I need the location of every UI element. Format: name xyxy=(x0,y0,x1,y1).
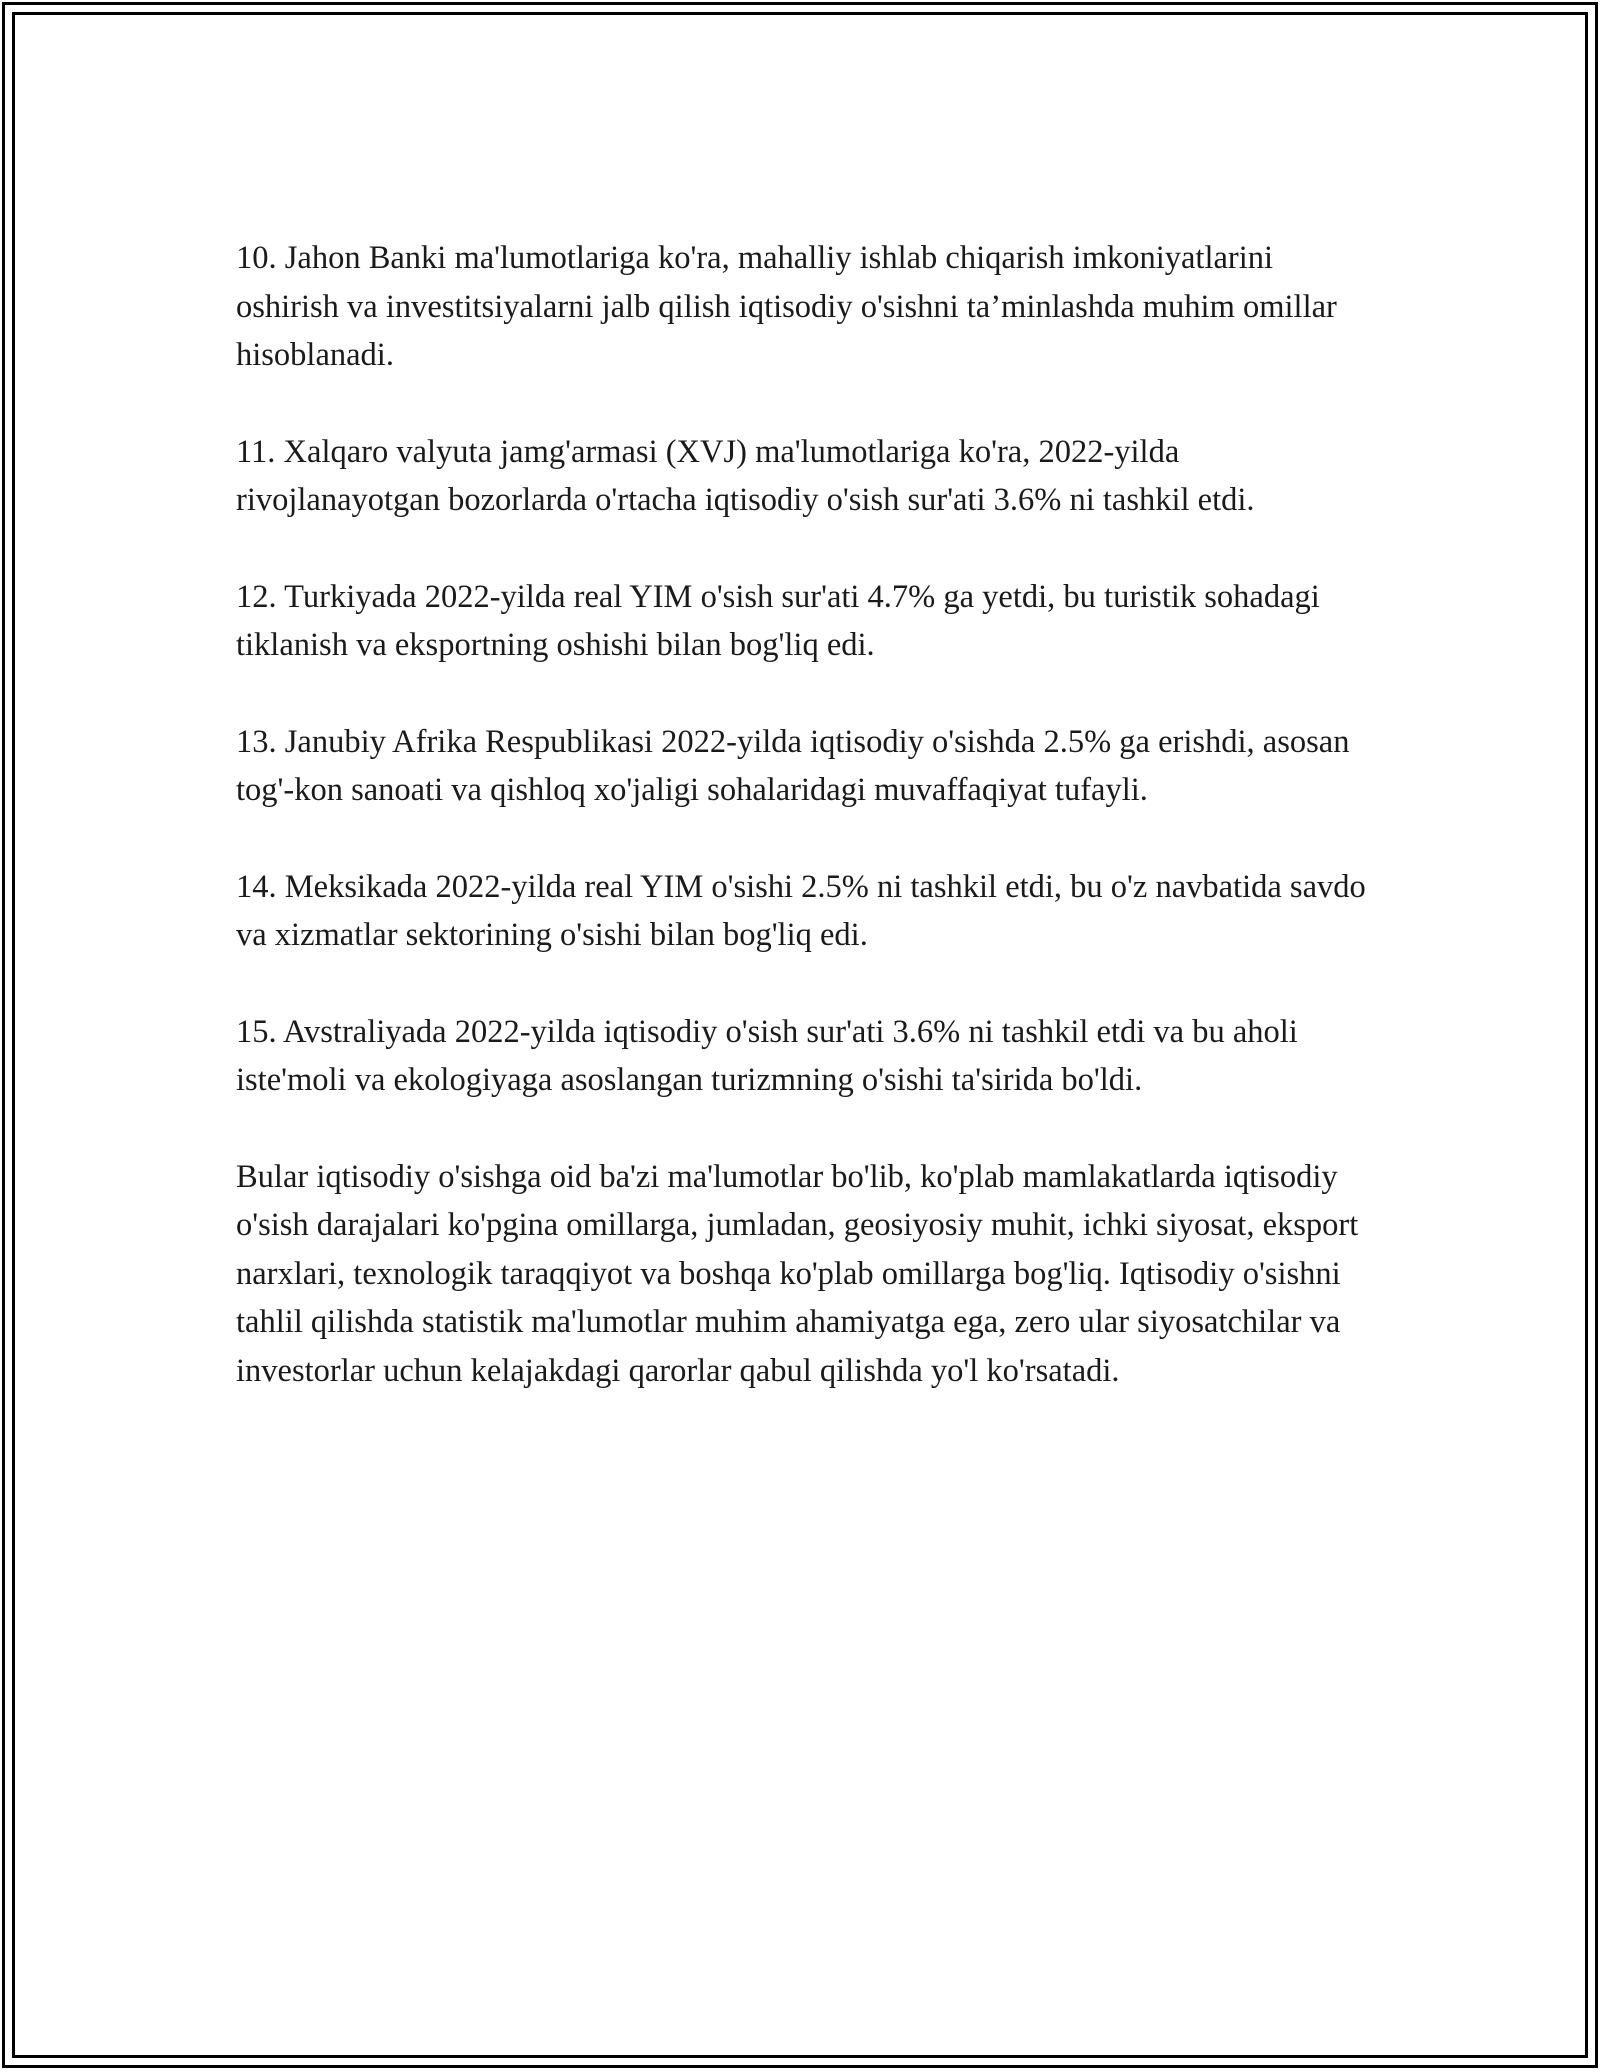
paragraph-item-10: 10. Jahon Banki ma'lumotlariga ko'ra, mahalliy ishlab chiqarish imkoniyatlarini oshirish va investitsiyalarni jalb qilish iqtisodiy o'sishni ta’minlashda muhim omillar hisoblanadi. xyxy=(236,240,1337,373)
paragraph-item-13: 13. Janubiy Afrika Respublikasi 2022-yilda iqtisodiy o'sishda 2.5% ga erishdi, asosan tog'-kon sanoati va qishloq xo'jaligi sohalaridagi muvaffaqiyat tufayli. xyxy=(236,723,1350,808)
paragraph-item-14: 14. Meksikada 2022-yilda real YIM o'sishi 2.5% ni tashkil etdi, bu o'z navbatida savdo va xizmatlar sektorining o'sishi bilan bog'liq edi. xyxy=(236,868,1366,953)
document-body xyxy=(236,234,1366,1443)
conclusion-paragraph: Bular iqtisodiy o'sishga oid ba'zi ma'lumotlar bo'lib, ko'plab mamlakatlarda iqtisodiy o'sish darajalari ko'pgina omillarga, jumladan, geosiyosiy muhit, ichki siyosat, eksport narxlari, texnologik taraqqiyot va boshqa ko'plab omillarga bog'liq. Iqtisodiy o'sishni tahlil qilishda statistik ma'lumotlar muhim ahamiyatga ega, zero ular siyosatchilar va investorlar uchun kelajakdagi qarorlar qabul qilishda yo'l ko'rsatadi. xyxy=(236,1158,1359,1389)
paragraph-item-11: 11. Xalqaro valyuta jamg'armasi (XVJ) ma'lumotlariga ko'ra, 2022-yilda rivojlanayotgan bozorlarda o'rtacha iqtisodiy o'sish sur'ati 3.6% ni tashkil etdi. xyxy=(236,433,1255,518)
paragraph-item-12: 12. Turkiyada 2022-yilda real YIM o'sish sur'ati 4.7% ga yetdi, bu turistik sohadagi tiklanish va eksportning oshishi bilan bog'liq edi. xyxy=(236,578,1320,663)
paragraph-item-15: 15. Avstraliyada 2022-yilda iqtisodiy o'sish sur'ati 3.6% ni tashkil etdi va bu aholi iste'moli va ekologiyaga asoslangan turizmning o'sishi ta'sirida bo'ldi. xyxy=(236,1013,1298,1098)
